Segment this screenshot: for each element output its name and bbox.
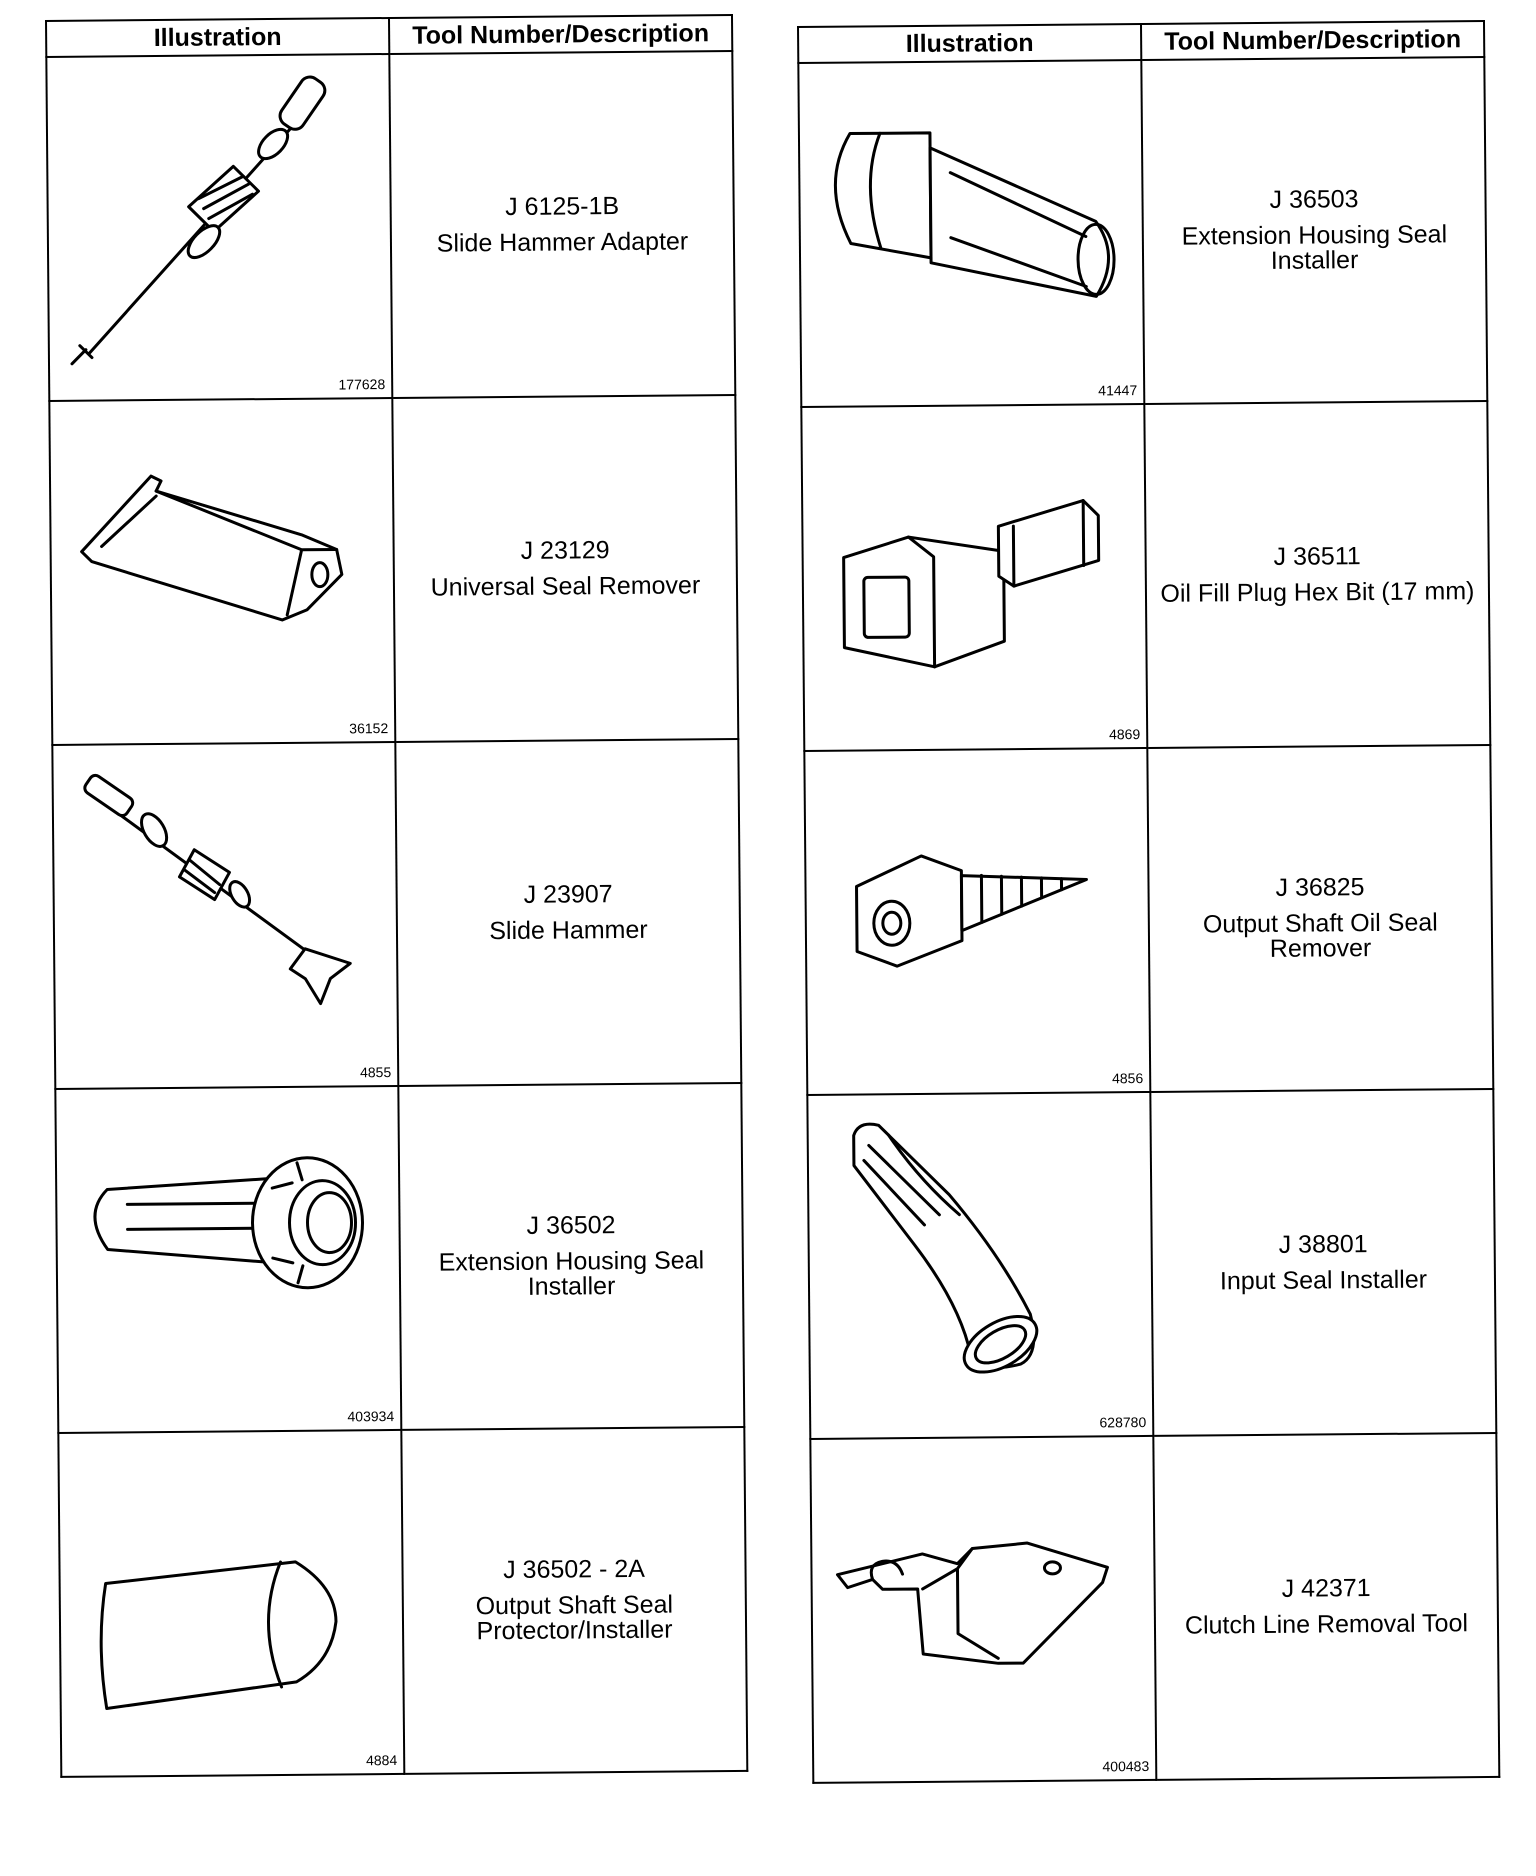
tool-number: J 36825 [1275,873,1365,902]
illustration-cell [807,1092,1153,1439]
oil-seal-remover-icon [815,759,1138,1062]
table-row [52,739,741,1089]
tool-description-cell [1153,1433,1499,1780]
figure-number: 4884 [365,1751,398,1769]
illustration-cell [49,398,395,745]
tool-name: Oil Fill Plug Hex Bit (17 mm) [1160,576,1475,608]
figure-number: 403934 [347,1408,395,1425]
figure-number: 41447 [1098,382,1138,399]
tool-name: Slide Hammer [489,915,648,945]
clutch-line-tool-icon [821,1447,1144,1750]
illustration-cell [804,748,1150,1095]
housing-seal-installer-icon [809,71,1132,374]
tool-name: Output Shaft Seal Protector/Installer [475,1590,674,1646]
table-row [801,401,1490,751]
tool-name: Extension Housing Seal Installer [438,1246,705,1301]
illustration-cell [52,742,398,1089]
table-row [798,57,1487,407]
tool-number: J 6125-1B [505,191,620,221]
tool-number: J 36502 [526,1211,616,1240]
universal-seal-remover-icon [60,409,383,712]
left-tool-table [45,14,748,1778]
slide-hammer-adapter-icon [57,65,380,368]
illustration-cell [801,404,1147,751]
left-header-row [46,15,732,57]
right-tool-table [797,20,1500,1784]
illustration-header: Illustration [46,18,389,57]
tool-description-cell [1147,745,1493,1092]
figure-number: 177628 [338,376,386,393]
tool-description-header: Tool Number/Description [389,15,732,54]
right-header-row [798,21,1484,63]
figure-number: 4869 [1108,726,1141,743]
seal-installer-icon [66,1097,389,1400]
tool-description-cell [398,1083,744,1430]
tool-number: J 42371 [1281,1573,1371,1603]
tool-number: J 36511 [1273,541,1361,571]
illustration-header: Illustration [798,24,1141,63]
table-row [807,1089,1496,1439]
tool-name: Clutch Line Removal Tool [1184,1608,1469,1640]
tool-number: J 36503 [1269,185,1359,214]
illustration-cell [55,1086,401,1433]
figure-number: 4856 [1111,1070,1144,1087]
illustration-cell [46,54,392,401]
table-row [58,1427,747,1777]
tool-number: J 23907 [523,879,613,909]
illustration-cell [798,60,1144,407]
tool-name: Output Shaft Oil Seal Remover [1202,908,1438,963]
tool-name: Input Seal Installer [1219,1265,1428,1295]
tool-description-cell [395,739,741,1086]
tool-description-cell [1141,57,1487,404]
figure-number: 400483 [1102,1757,1150,1775]
tool-name: Universal Seal Remover [430,570,701,602]
figure-number: 4855 [359,1064,392,1081]
table-row [46,51,735,401]
table-row [810,1433,1499,1783]
tool-number: J 23129 [520,535,610,565]
tool-number: J 36502 - 2A [503,1554,646,1585]
illustration-cell [810,1436,1156,1783]
tool-description-cell [389,51,735,398]
hex-bit-icon [812,415,1135,718]
seal-protector-icon [69,1441,392,1744]
tool-name: Slide Hammer Adapter [436,226,689,258]
table-row [49,395,738,745]
tool-number: J 38801 [1278,1229,1368,1259]
tool-description-cell [401,1427,747,1774]
tool-description-cell [392,395,738,742]
tool-description-header: Tool Number/Description [1141,21,1484,60]
illustration-cell [58,1430,404,1777]
input-seal-installer-icon [818,1103,1141,1406]
table-row [804,745,1493,1095]
figure-number: 36152 [349,720,389,737]
tool-description-cell [1144,401,1490,748]
figure-number: 628780 [1099,1414,1147,1431]
slide-hammer-icon [63,753,386,1056]
tool-description-cell [1150,1089,1496,1436]
table-row [55,1083,744,1433]
tool-name: Extension Housing Seal Installer [1181,220,1448,275]
